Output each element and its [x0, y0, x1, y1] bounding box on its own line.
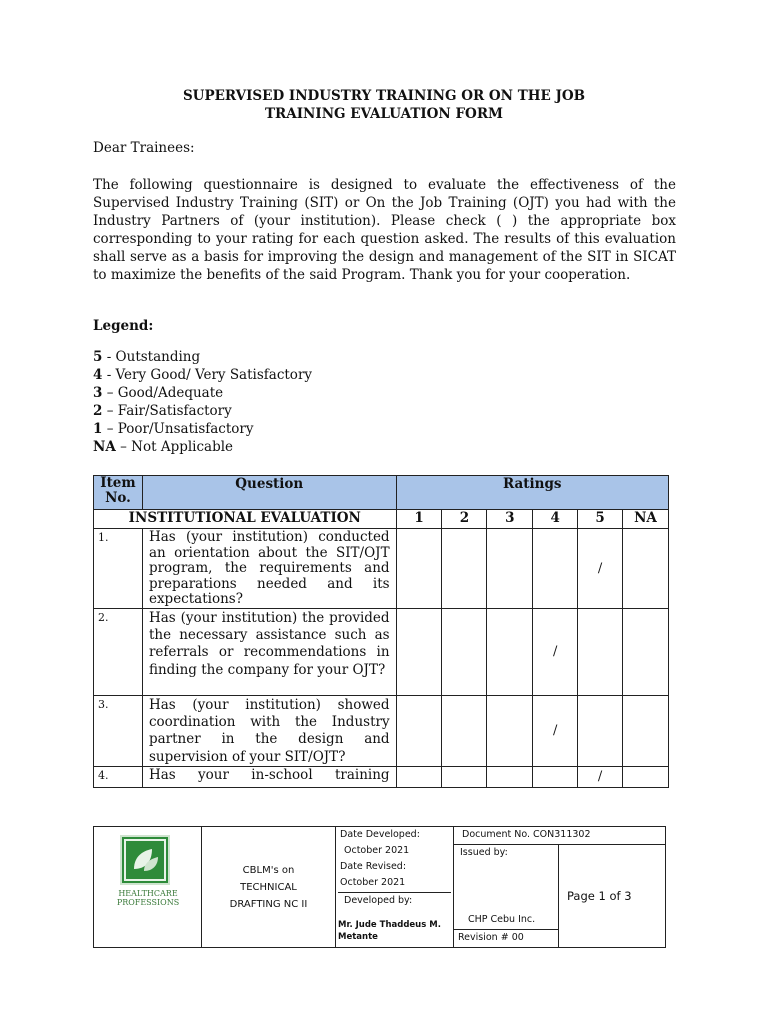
cblm-title: CBLM's on TECHNICAL DRAFTING NC II [202, 827, 336, 948]
document-footer [93, 826, 666, 948]
table-row [94, 766, 669, 787]
rating-cell-5-checked[interactable]: / [578, 529, 623, 609]
logo-cell [94, 827, 202, 948]
rating-col-4: 4 [533, 510, 578, 529]
rating-cell-1[interactable] [396, 529, 442, 609]
table-row [94, 695, 669, 766]
legend-item: 1 – Poor/Unsatisfactory [93, 421, 254, 437]
rating-cell-3[interactable] [487, 766, 533, 787]
rating-cell-3[interactable] [487, 529, 533, 609]
rating-cell-na[interactable] [623, 766, 669, 787]
rating-cell-3[interactable] [487, 608, 533, 695]
revision-number: Revision # 00 [454, 930, 559, 948]
header-ratings: Ratings [396, 476, 668, 510]
rating-col-2: 2 [442, 510, 487, 529]
rating-col-1: 1 [396, 510, 442, 529]
rating-col-5: 5 [578, 510, 623, 529]
rating-cell-5-checked[interactable]: / [578, 766, 623, 787]
item-number: 2. [94, 608, 143, 695]
rating-cell-4[interactable] [533, 529, 578, 609]
rating-cell-na[interactable] [623, 695, 669, 766]
question-text: Has your in-school training [142, 766, 396, 787]
legend-item: 4 - Very Good/ Very Satisfactory [93, 367, 313, 383]
rating-cell-4-checked[interactable]: / [533, 695, 578, 766]
rating-cell-1[interactable] [396, 766, 442, 787]
rating-cell-1[interactable] [396, 608, 442, 695]
header-question: Question [142, 476, 396, 510]
section-label: INSTITUTIONAL EVALUATION [94, 510, 397, 529]
table-row [94, 529, 669, 609]
logo-text: HEALTHCARE PROFESSIONS [116, 889, 180, 907]
header-item-no: Item No. [94, 476, 143, 510]
legend-list [93, 348, 312, 456]
rating-cell-5[interactable] [578, 695, 623, 766]
item-number: 4. [94, 766, 143, 787]
document-number: Document No. CON311302 [454, 827, 666, 845]
legend-item: 5 - Outstanding [93, 349, 201, 365]
legend-item: 3 – Good/Adequate [93, 385, 224, 401]
rating-cell-na[interactable] [623, 529, 669, 609]
question-text: Has (your institution) the provided the necessary assistance such as referrals or recommendations in finding the company for your OJT? [142, 608, 396, 695]
rating-cell-na[interactable] [623, 608, 669, 695]
rating-cell-1[interactable] [396, 695, 442, 766]
question-text: Has (your institution) showed coordination with the Industry partner in the design and supervision of your SIT/OJT? [142, 695, 396, 766]
item-number: 3. [94, 695, 143, 766]
title-line-1: SUPERVISED INDUSTRY TRAINING OR ON THE JOB [182, 88, 586, 104]
rating-cell-4-checked[interactable]: / [533, 608, 578, 695]
intro-paragraph: The following questionnaire is designed to evaluate the effectiveness of the Supervised Industry Training (SIT) or On the Job Training (OJT) you had with the Industry Partners of (your institution). Please check ( ) the appropriate box corresponding to your rating for each question asked. The results of this evaluation shall serve as a basis for improving the design and management of the SIT in SICAT to maximize the benefits of the said Program. Thank you for your cooperation. [93, 177, 676, 283]
chp-logo [120, 835, 170, 885]
salutation: Dear Trainees: [93, 140, 195, 156]
rating-cell-2[interactable] [442, 529, 487, 609]
rating-col-na: NA [623, 510, 669, 529]
table-row [94, 608, 669, 695]
legend-item: NA – Not Applicable [93, 439, 234, 455]
rating-cell-2[interactable] [442, 766, 487, 787]
item-number: 1. [94, 529, 143, 609]
date-info: Date Developed: October 2021 Date Revised: October 2021 Developed by: Mr. Jude Thaddeus M. Metante [336, 827, 454, 948]
rating-cell-2[interactable] [442, 608, 487, 695]
question-text: Has (your institution) conducted an orientation about the SIT/OJT program, the requirements and preparations needed and its expectations? [142, 529, 396, 609]
legend-item: 2 – Fair/Satisfactory [93, 403, 232, 419]
rating-cell-3[interactable] [487, 695, 533, 766]
page-number: Page 1 of 3 [559, 845, 666, 948]
rating-cell-4[interactable] [533, 766, 578, 787]
title-line-2: TRAINING EVALUATION FORM [265, 106, 503, 122]
legend-heading: Legend: [93, 318, 154, 334]
rating-col-3: 3 [487, 510, 533, 529]
issued-by: Issued by: CHP Cebu Inc. [454, 845, 559, 930]
form-title [0, 87, 768, 123]
leaf-icon [122, 837, 168, 883]
evaluation-table [93, 475, 669, 788]
rating-cell-2[interactable] [442, 695, 487, 766]
rating-cell-5[interactable] [578, 608, 623, 695]
